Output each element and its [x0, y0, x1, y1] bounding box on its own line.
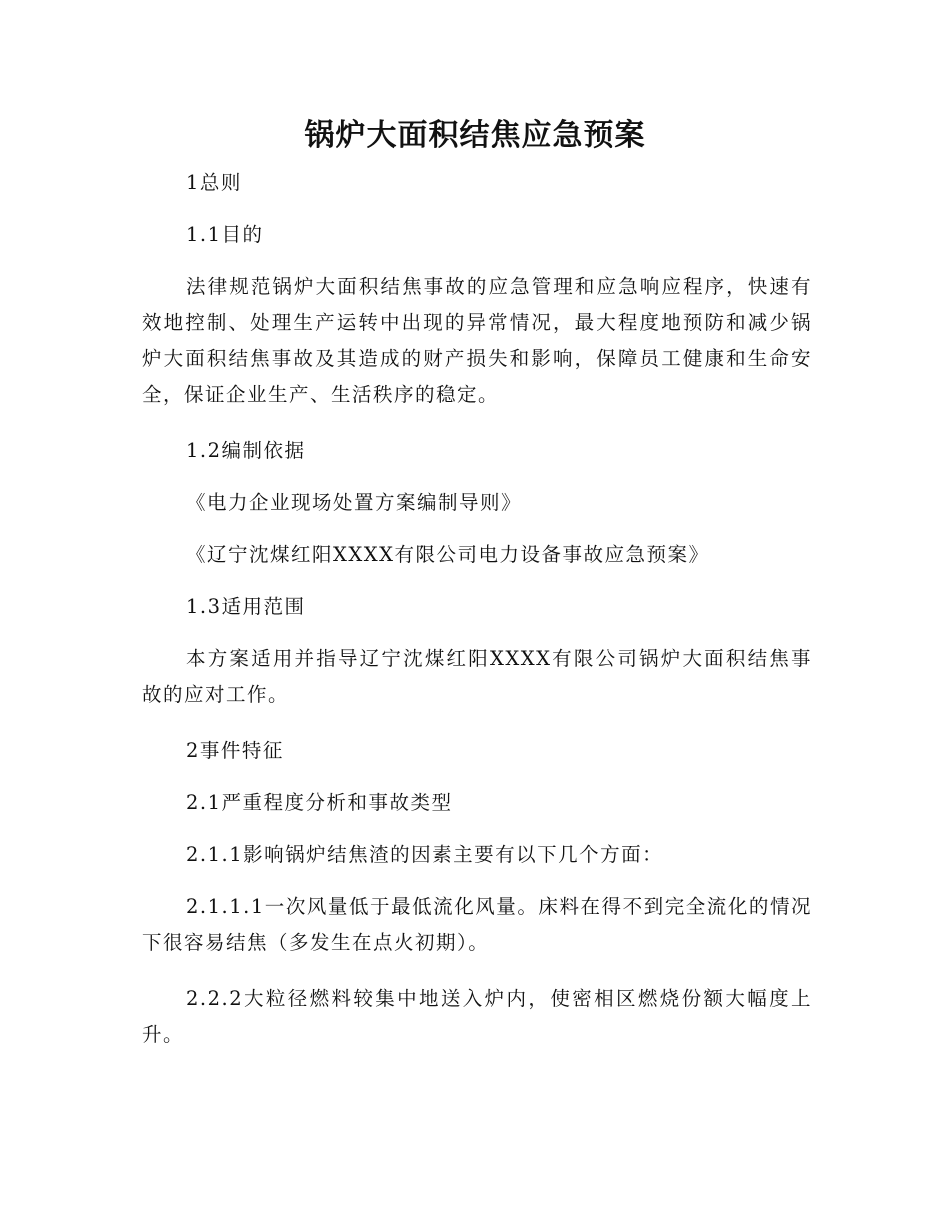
paragraph-scope: 本方案适用并指导辽宁沈煤红阳XXXX有限公司锅炉大面积结焦事故的应对工作。: [142, 647, 812, 706]
document-title: 锅炉大面积结焦应急预案: [304, 118, 646, 153]
heading-event-characteristics: 2事件特征: [186, 739, 284, 762]
heading-general: 1总则: [186, 171, 242, 194]
paragraph-factor-2: 2.2.2大粒径燃料较集中地送入炉内，使密相区燃烧份额大幅度上升。: [142, 987, 812, 1046]
paragraph-factors: 2.1.1影响锅炉结焦渣的因素主要有以下几个方面：: [186, 843, 664, 866]
heading-purpose: 1.1目的: [186, 223, 264, 246]
paragraph-purpose: 法律规范锅炉大面积结焦事故的应急管理和应急响应程序，快速有效地控制、处理生产运转中出现的异常情况，最大程度地预防和减少锅炉大面积结焦事故及其造成的财产损失和影响，保障员工健康和生命安全，保证企业生产、生活秩序的稳定。: [142, 275, 812, 406]
heading-basis: 1.2编制依据: [186, 439, 306, 462]
paragraph-factor-1: 2.1.1.1一次风量低于最低流化风量。床料在得不到完全流化的情况下很容易结焦（多发生在点火初期）。: [142, 895, 812, 954]
reference-company-plan: 《辽宁沈煤红阳XXXX有限公司电力设备事故应急预案》: [186, 543, 710, 566]
heading-severity-analysis: 2.1严重程度分析和事故类型: [186, 791, 453, 814]
heading-scope: 1.3适用范围: [186, 595, 306, 618]
reference-guideline: 《电力企业现场处置方案编制导则》: [186, 491, 523, 514]
